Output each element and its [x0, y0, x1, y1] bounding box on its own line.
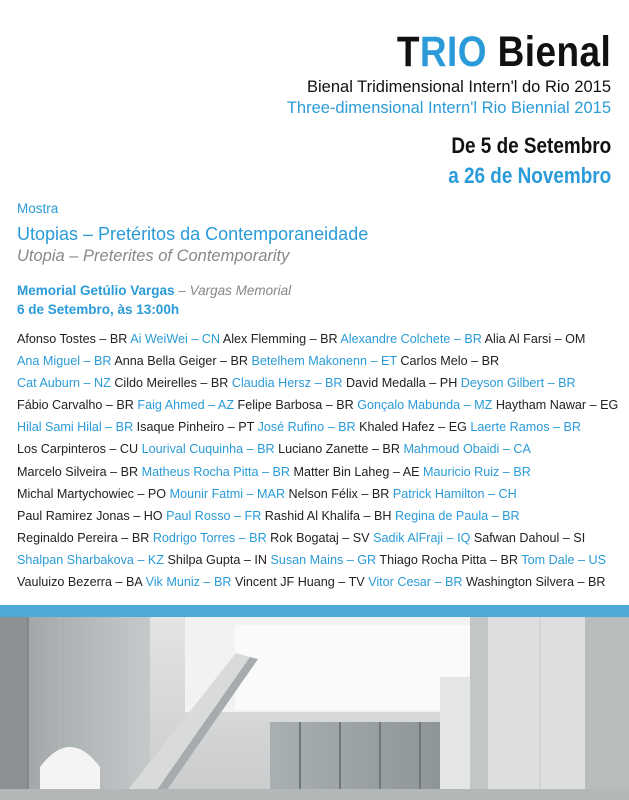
artist-name: Faig Ahmed – AZ: [137, 398, 238, 413]
artist-name: Patrick Hamilton – CH: [392, 486, 517, 501]
memorial-building-photo: [0, 617, 629, 800]
artist-name: Paul Ramirez Jonas – HO: [17, 508, 167, 523]
date-end: a 26 de Novembro: [448, 163, 611, 188]
artist-name: Rashid Al Khalifa – BH: [264, 508, 396, 523]
logo-bienal: Bienal: [486, 28, 611, 76]
artist-name: Rok Bogataj – SV: [270, 530, 374, 545]
subtitle-pt: Bienal Tridimensional Intern'l do Rio 2015: [307, 78, 611, 96]
artist-name: Washington Silvera – BR: [465, 575, 606, 590]
artist-name: Cildo Meirelles – BR: [114, 376, 232, 391]
venue-en: – Vargas Memorial: [174, 283, 292, 298]
subtitle-en: Three-dimensional Intern'l Rio Biennial 2015: [286, 99, 611, 117]
artist-name: Lourival Cuquinha – BR: [141, 442, 279, 457]
artist-name: Afonso Tostes – BR: [17, 332, 131, 346]
venue-pt: Memorial Getúlio Vargas: [17, 283, 175, 298]
artist-name: Regina de Paula – BR: [395, 508, 520, 523]
logo-rio: RIO: [419, 28, 487, 76]
artist-name: José Rufino – BR: [257, 420, 360, 435]
artist-line: [17, 527, 622, 549]
artist-name: Shilpa Gupta – IN: [167, 552, 271, 567]
artist-name: Matter Bin Laheg – AE: [293, 464, 424, 479]
artist-name: Isaque Pinheiro – PT: [136, 420, 258, 435]
artist-name: Vincent JF Huang – TV: [234, 575, 369, 590]
artist-name: Haytham Nawar – EG: [495, 398, 619, 413]
artist-line: [17, 549, 622, 571]
artist-name: Luciano Zanette – BR: [278, 442, 404, 457]
artist-name: Ai WeiWei – CN: [130, 332, 223, 346]
artist-line: [17, 505, 622, 527]
exhibition-title-pt: Utopias – Pretéritos da Contemporaneidade: [17, 224, 369, 244]
artist-line: [17, 394, 622, 416]
artist-line: [17, 416, 622, 438]
artist-name: Vitor Cesar – BR: [368, 575, 466, 590]
divider-bar: [0, 605, 629, 617]
artist-name: Mahmoud Obaidi – CA: [403, 442, 531, 457]
artist-name: Laerte Ramos – BR: [470, 420, 581, 435]
artist-name: Vik Muniz – BR: [145, 575, 235, 590]
trio-bienal-logo: [332, 30, 611, 74]
artist-name: David Medalla – PH: [346, 376, 461, 391]
artist-line: [17, 372, 622, 394]
artist-name: Reginaldo Pereira – BR: [17, 530, 153, 545]
artist-name: Anna Bella Geiger – BR: [114, 354, 252, 369]
artist-line: [17, 483, 622, 505]
artist-name: Susan Mains – GR: [270, 552, 380, 567]
artist-name: Fábio Carvalho – BR: [17, 398, 138, 413]
artist-name: Vauluizo Bezerra – BA: [17, 575, 146, 590]
artist-name: Felipe Barbosa – BR: [237, 398, 358, 413]
artist-list: [17, 328, 622, 593]
event-datetime: 6 de Setembro, às 13:00h: [17, 302, 180, 317]
artist-line: [17, 328, 622, 350]
artist-name: Marcelo Silveira – BR: [17, 464, 142, 479]
artist-name: Ana Miguel – BR: [17, 354, 115, 369]
artist-name: Alia Al Farsi – OM: [484, 332, 586, 346]
artist-name: Deyson Gilbert – BR: [460, 376, 576, 391]
artist-name: Carlos Melo – BR: [400, 354, 500, 369]
artist-name: Gonçalo Mabunda – MZ: [357, 398, 496, 413]
artist-name: Alex Flemming – BR: [222, 332, 341, 346]
artist-name: Alexandre Colchete – BR: [340, 332, 485, 346]
artist-line: [17, 438, 622, 460]
venue: [17, 283, 291, 298]
artist-name: Los Carpinteros – CU: [17, 442, 142, 457]
artist-name: Khaled Hafez – EG: [359, 420, 471, 435]
artist-name: Cat Auburn – NZ: [17, 376, 115, 391]
artist-name: Tom Dale – US: [521, 552, 606, 567]
artist-name: Safwan Dahoul – SI: [473, 530, 586, 545]
header: [287, 30, 611, 189]
artist-name: Nelson Félix – BR: [288, 486, 393, 501]
section-label: Mostra: [17, 201, 59, 216]
artist-line: [17, 571, 622, 593]
artist-name: Mounir Fatmi – MAR: [169, 486, 289, 501]
artist-name: Rodrigo Torres – BR: [152, 530, 271, 545]
artist-name: Thiago Rocha Pitta – BR: [379, 552, 522, 567]
artist-name: Claudia Hersz – BR: [231, 376, 346, 391]
artist-name: Mauricio Ruiz – BR: [423, 464, 531, 479]
artist-name: Shalpan Sharbakova – KZ: [17, 552, 168, 567]
artist-line: [17, 350, 622, 372]
artist-name: Michal Martychowiec – PO: [17, 486, 170, 501]
artist-name: Paul Rosso – FR: [166, 508, 265, 523]
artist-name: Matheus Rocha Pitta – BR: [141, 464, 294, 479]
artist-line: [17, 461, 622, 483]
logo-letter-t: T: [396, 28, 420, 76]
artist-name: Sadik AlFraji – IQ: [373, 530, 474, 545]
date-start: De 5 de Setembro: [451, 133, 611, 158]
artist-name: Hilal Sami Hilal – BR: [17, 420, 137, 435]
exhibition-title-en: Utopia – Preterites of Contemporarity: [17, 247, 290, 265]
artist-name: Betelhem Makonenn – ET: [251, 354, 401, 369]
